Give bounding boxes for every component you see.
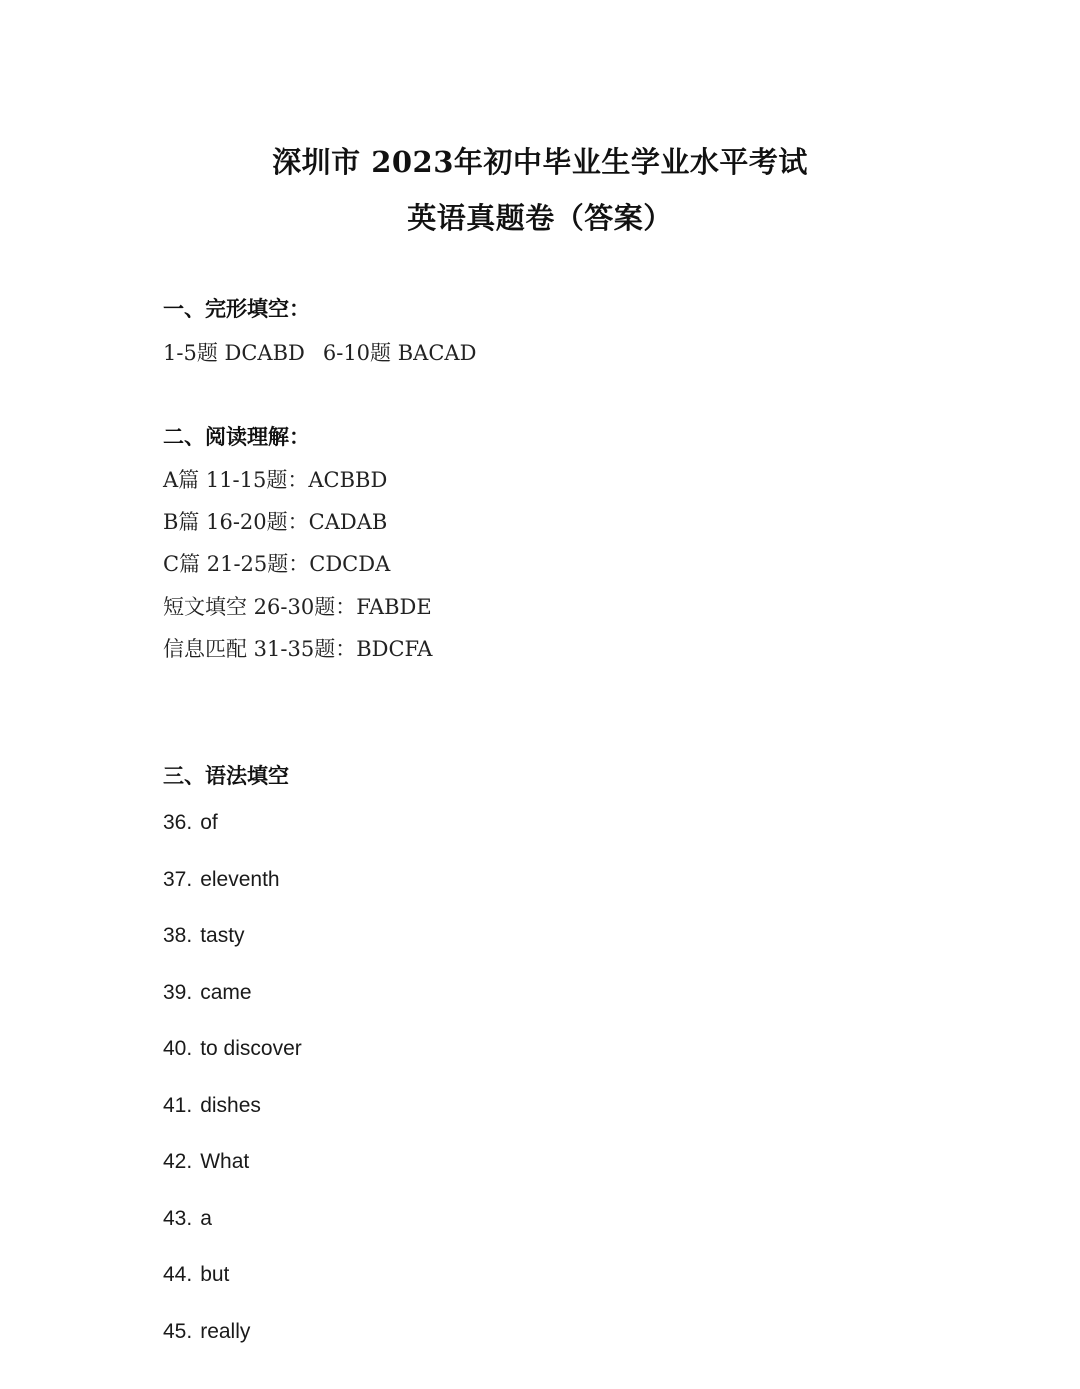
reading-line: 信息匹配 31-35题：BDCFA [163, 637, 433, 661]
grammar-item: 42. What [163, 1150, 250, 1173]
page-title: 深圳市 2023年初中毕业生学业水平考试 [272, 145, 808, 179]
grammar-item: 41. dishes [163, 1094, 261, 1117]
grammar-item: 44. but [163, 1263, 230, 1286]
reading-line: A篇 11-15题：ACBBD [163, 468, 388, 492]
section-heading-cloze: 一、完形填空： [163, 296, 310, 321]
grammar-item: 43. a [163, 1207, 212, 1230]
cloze-part1-label: 1-5题 [163, 341, 218, 365]
reading-line: B篇 16-20题：CADAB [163, 510, 388, 534]
reading-line: C篇 21-25题：CDCDA [163, 552, 391, 576]
section-heading-grammar: 三、语法填空 [163, 763, 289, 788]
grammar-item: 45. really [163, 1320, 251, 1343]
cloze-part1-answer: DCABD [224, 341, 305, 365]
cloze-part2-label: 6-10题 [322, 341, 392, 365]
cloze-part2-answer: BACAD [397, 341, 477, 365]
grammar-item: 40. to discover [163, 1037, 302, 1060]
grammar-item: 39. came [163, 981, 252, 1004]
grammar-item: 38. tasty [163, 924, 245, 947]
grammar-item: 36. of [163, 811, 218, 834]
reading-line: 短文填空 26-30题：FABDE [163, 595, 432, 619]
grammar-item: 37. eleventh [163, 868, 280, 891]
page-subtitle: 英语真题卷（答案） [407, 201, 673, 235]
cloze-answers [163, 337, 476, 367]
section-heading-reading: 二、阅读理解： [163, 424, 310, 449]
